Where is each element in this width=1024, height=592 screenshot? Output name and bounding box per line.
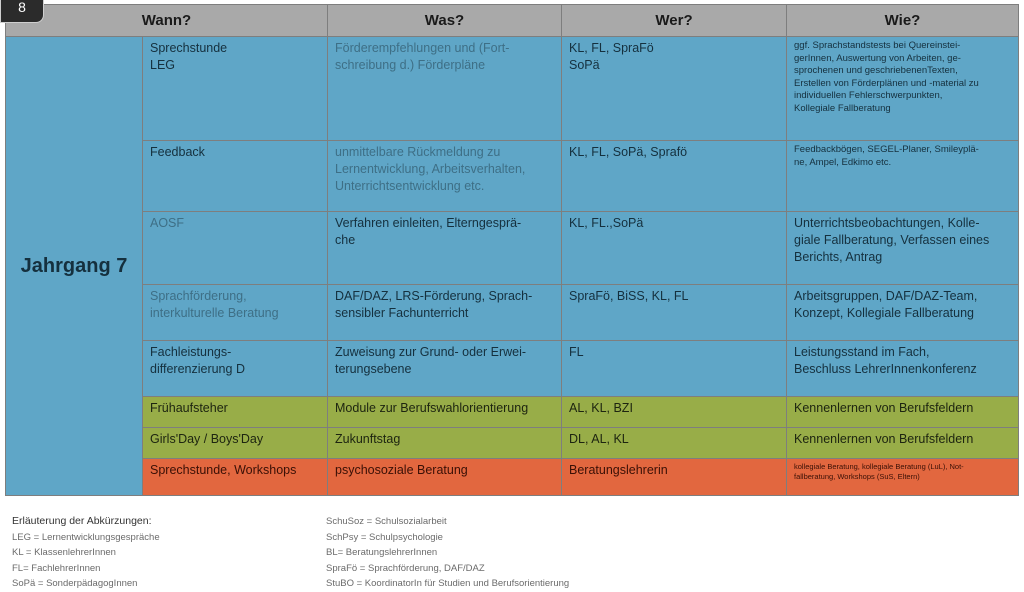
table-row bbox=[6, 141, 1019, 212]
legend-item: LEG = Lernentwicklungsgespräche bbox=[12, 531, 160, 543]
cell-wann: Sprachförderung, interkulturelle Beratung bbox=[143, 285, 328, 341]
cell-wie: Arbeitsgruppen, DAF/DAZ-Team, Konzept, Kollegiale Fallberatung bbox=[787, 285, 1019, 341]
cell-was: psychosoziale Beratung bbox=[328, 459, 562, 496]
table-row bbox=[6, 459, 1019, 496]
cell-was: DAF/DAZ, LRS-Förderung, Sprach- sensibler Fachunterricht bbox=[328, 285, 562, 341]
jahrgang-label: Jahrgang 7 bbox=[6, 37, 143, 496]
table-row bbox=[6, 428, 1019, 459]
legend-item: SchuSoz = Schulsozialarbeit bbox=[326, 516, 447, 527]
table-row bbox=[6, 341, 1019, 397]
cell-was: Verfahren einleiten, Elterngesprä- che bbox=[328, 212, 562, 285]
legend-title: Erläuterung der Abkürzungen: bbox=[12, 515, 152, 527]
plan-table bbox=[5, 4, 1019, 496]
cell-wann: Feedback bbox=[143, 141, 328, 212]
cell-was: Zuweisung zur Grund- oder Erwei- terungsebene bbox=[328, 341, 562, 397]
cell-wie: Kennenlernen von Berufsfeldern bbox=[787, 428, 1019, 459]
legend-right bbox=[326, 514, 569, 592]
cell-wann: Sprechstunde LEG bbox=[143, 37, 328, 141]
cell-wann: Girls'Day / Boys'Day bbox=[143, 428, 328, 459]
page-number-badge: 8 bbox=[0, 0, 44, 23]
cell-wie: Kennenlernen von Berufsfeldern bbox=[787, 397, 1019, 428]
cell-wer: KL, FL.,SoPä bbox=[562, 212, 787, 285]
cell-wer: DL, AL, KL bbox=[562, 428, 787, 459]
cell-was: Module zur Berufswahlorientierung bbox=[328, 397, 562, 428]
header-row bbox=[6, 5, 1019, 37]
cell-wer: AL, KL, BZI bbox=[562, 397, 787, 428]
cell-wie: Feedbackbögen, SEGEL-Planer, Smileyplä- ne, Ampel, Edkimo etc. bbox=[787, 141, 1019, 212]
cell-wer: Beratungslehrerin bbox=[562, 459, 787, 496]
cell-wie: Unterrichtsbeobachtungen, Kolle- giale Fallberatung, Verfassen eines Berichts, Antrag bbox=[787, 212, 1019, 285]
header-wer: Wer? bbox=[562, 5, 787, 37]
legend-item: FL= FachlehrerInnen bbox=[12, 562, 101, 574]
cell-wann: AOSF bbox=[143, 212, 328, 285]
cell-wie: ggf. Sprachstandstests bei Quereinstei- gerInnen, Auswertung von Arbeiten, ge- sprochenen und geschriebenenTexten, Erstellen von Förderplänen und -material zu individuellen Fehlerschwerpunkten, Kollegiale Fallberatung bbox=[787, 37, 1019, 141]
cell-wann: Frühaufsteher bbox=[143, 397, 328, 428]
header-wann: Wann? bbox=[6, 5, 328, 37]
header-wie: Wie? bbox=[787, 5, 1019, 37]
legend-left bbox=[12, 514, 160, 592]
legend-item: SchPsy = Schulpsychologie bbox=[326, 531, 443, 543]
table-row bbox=[6, 397, 1019, 428]
cell-wer: FL bbox=[562, 341, 787, 397]
cell-wie: kollegiale Beratung, kollegiale Beratung (LuL), Not- fallberatung, Workshops (SuS, Eltern) bbox=[787, 459, 1019, 496]
table-row bbox=[6, 212, 1019, 285]
cell-wann: Sprechstunde, Workshops bbox=[143, 459, 328, 496]
table-row bbox=[6, 285, 1019, 341]
legend-item: StuBO = KoordinatorIn für Studien und Berufsorientierung bbox=[326, 578, 570, 589]
legend-item: BL= BeratungslehrerInnen bbox=[326, 547, 438, 558]
cell-wie: Leistungsstand im Fach, Beschluss LehrerInnenkonferenz bbox=[787, 341, 1019, 397]
table-row bbox=[6, 37, 1019, 141]
header-was: Was? bbox=[328, 5, 562, 37]
cell-wann: Fachleistungs- differenzierung D bbox=[143, 341, 328, 397]
cell-wer: KL, FL, SoPä, Sprafö bbox=[562, 141, 787, 212]
cell-was: unmittelbare Rückmeldung zu Lernentwicklung, Arbeitsverhalten, Unterrichtsentwicklung etc. bbox=[328, 141, 562, 212]
cell-wer: SpraFö, BiSS, KL, FL bbox=[562, 285, 787, 341]
legend-item: KL = KlassenlehrerInnen bbox=[12, 547, 116, 558]
cell-was: Förderempfehlungen und (Fort- schreibung d.) Förderpläne bbox=[328, 37, 562, 141]
cell-wer: KL, FL, SpraFö SoPä bbox=[562, 37, 787, 141]
cell-was: Zukunftstag bbox=[328, 428, 562, 459]
legend-item: SpraFö = Sprachförderung, DAF/DAZ bbox=[326, 562, 485, 574]
legend-item: SoPä = SonderpädagogInnen bbox=[12, 578, 138, 589]
